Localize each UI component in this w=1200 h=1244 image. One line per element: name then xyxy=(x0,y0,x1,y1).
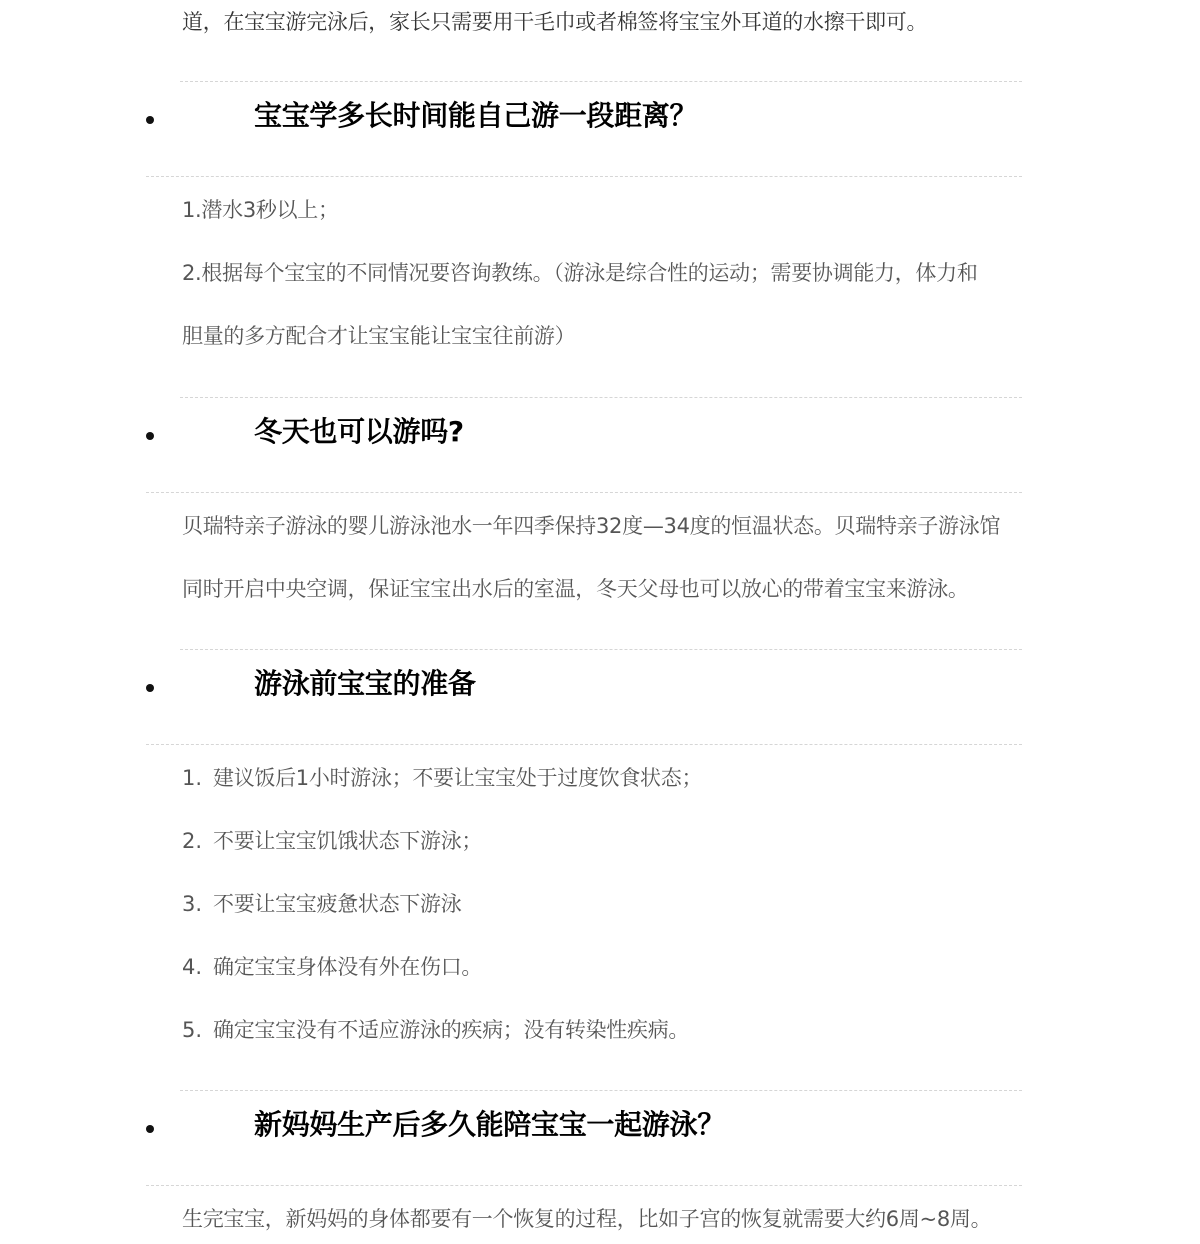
section-heading-preparation: 游泳前宝宝的准备 xyxy=(254,667,476,700)
list-item: 建议饭后1小时游泳；不要让宝宝处于过度饮食状态； xyxy=(213,766,703,790)
list-item-number: 2. xyxy=(182,829,203,853)
bullet-dot xyxy=(146,1125,154,1133)
section-divider-bottom xyxy=(146,176,1022,177)
list-item: 确定宝宝没有不适应游泳的疾病；没有转染性疾病。 xyxy=(213,1018,690,1042)
bullet-dot xyxy=(146,116,154,124)
section-heading-new-mother: 新妈妈生产后多久能陪宝宝一起游泳？ xyxy=(254,1108,725,1141)
answer-paragraph: 2.根据每个宝宝的不同情况要咨询教练。（游泳是综合性的运动；需要协调能力，体力和 xyxy=(182,261,978,285)
answer-paragraph: 1.潜水3秒以上； xyxy=(182,198,339,222)
section-divider-top xyxy=(180,81,1022,82)
bullet-dot xyxy=(146,432,154,440)
list-item: 不要让宝宝饥饿状态下游泳； xyxy=(213,829,483,853)
list-item: 确定宝宝身体没有外在伤口。 xyxy=(213,955,483,979)
list-item-number: 1. xyxy=(182,766,203,790)
intro-paragraph-tail: 道，在宝宝游完泳后，家长只需要用干毛巾或者棉签将宝宝外耳道的水擦干即可。 xyxy=(182,10,928,34)
list-item: 不要让宝宝疲惫状态下游泳 xyxy=(213,892,462,916)
answer-paragraph: 生完宝宝，新妈妈的身体都要有一个恢复的过程，比如子宫的恢复就需要大约6周~8周。 xyxy=(182,1207,992,1231)
list-item-number: 4. xyxy=(182,955,203,979)
answer-paragraph: 贝瑞特亲子游泳的婴儿游泳池水一年四季保持32度—34度的恒温状态。贝瑞特亲子游泳馆 xyxy=(182,514,1001,538)
section-divider-bottom xyxy=(146,1185,1022,1186)
section-heading-winter-swim: 冬天也可以游吗? xyxy=(254,415,464,448)
section-heading-swim-distance: 宝宝学多长时间能自己游一段距离？ xyxy=(254,99,698,132)
answer-paragraph: 同时开启中央空调，保证宝宝出水后的室温，冬天父母也可以放心的带着宝宝来游泳。 xyxy=(182,577,969,601)
section-divider-bottom xyxy=(146,492,1022,493)
section-divider-bottom xyxy=(146,744,1022,745)
section-divider-top xyxy=(180,397,1022,398)
section-divider-top xyxy=(180,1090,1022,1091)
bullet-dot xyxy=(146,684,154,692)
list-item-number: 5. xyxy=(182,1018,203,1042)
answer-paragraph: 胆量的多方配合才让宝宝能让宝宝往前游） xyxy=(182,324,576,348)
section-divider-top xyxy=(180,649,1022,650)
list-item-number: 3. xyxy=(182,892,203,916)
